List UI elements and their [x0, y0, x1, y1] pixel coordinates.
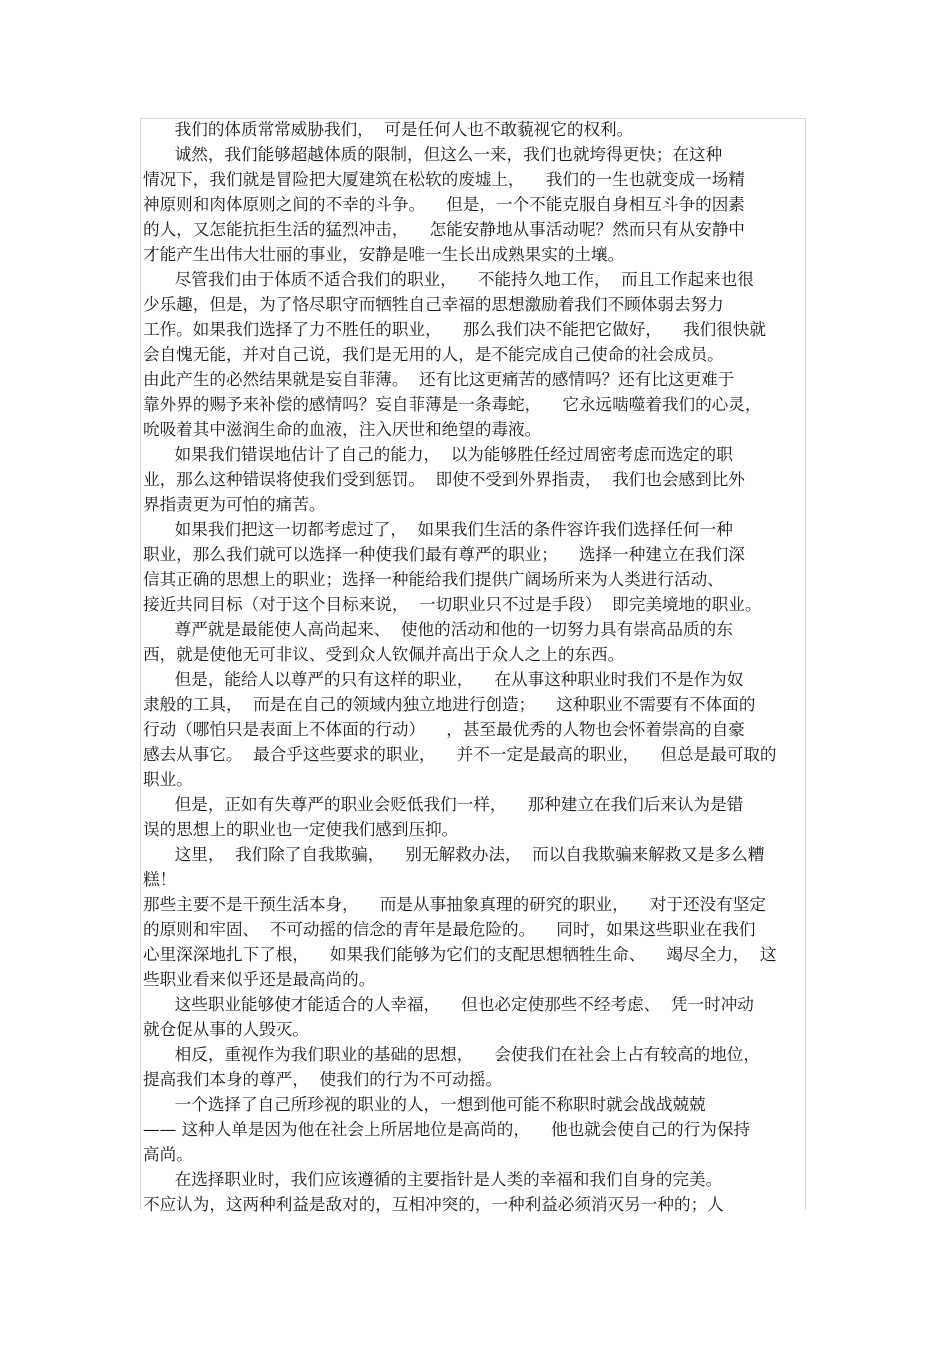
text-line: 的人，又怎能抗拒生活的猛烈冲击， 怎能安静地从事活动呢？然而只有从安静中: [143, 220, 745, 239]
text-line: 心里深深地扎下了根， 如果我们能够为它们的支配思想牺牲生命、 竭尽全力， 这: [143, 945, 777, 964]
text-line: 如果我们错误地估计了自己的能力， 以为能够胜任经过周密考虑而选定的职: [143, 445, 733, 464]
text-line: 信其正确的思想上的职业；选择一种能给我们提供广阔场所来为人类进行活动、: [143, 570, 724, 589]
text-line: 工作。如果我们选择了力不胜任的职业， 那么我们决不能把它做好， 我们很快就: [143, 320, 766, 339]
text-line: 这里， 我们除了自我欺骗， 别无解救办法， 而以自我欺骗来解救又是多么糟: [143, 845, 765, 864]
text-line: 尽管我们由于体质不适合我们的职业， 不能持久地工作， 而且工作起来也很: [143, 270, 754, 289]
text-line: 的原则和牢固、 不可动摇的信念的青年是最危险的。 同时，如果这些职业在我们: [143, 920, 756, 939]
text-line: 西，就是使他无可非议、受到众人钦佩并高出于众人之上的东西。: [143, 645, 625, 664]
text-line: 诚然，我们能够超越体质的限制，但这么一来，我们也就垮得更快；在这种: [143, 145, 723, 164]
text-line: 一个选择了自己所珍视的职业的人，一想到他可能不称职时就会战战兢兢: [143, 1095, 706, 1114]
text-line: 就仓促从事的人毁灭。: [143, 1020, 309, 1039]
text-line: 这些职业能够使才能适合的人幸福， 但也必定使那些不经考虑、 凭一时冲动: [143, 995, 754, 1014]
text-line: 职业，那么我们就可以选择一种使我们最有尊严的职业； 选择一种建立在我们深: [143, 545, 745, 564]
text-line: —— 这种人单是因为他在社会上所居地位是高尚的， 他也就会使自己的行为保持: [143, 1120, 751, 1139]
text-line: 相反，重视作为我们职业的基础的思想， 会使我们在社会上占有较高的地位，: [143, 1045, 760, 1064]
text-line: 那些主要不是干预生活本身， 而是从事抽象真理的研究的职业， 对于还没有坚定: [143, 895, 766, 914]
text-line: 吮吸着其中滋润生命的血液，注入厌世和绝望的毒液。: [143, 420, 542, 439]
text-line: 误的思想上的职业也一定使我们感到压抑。: [143, 820, 459, 839]
text-line: 但是，正如有失尊严的职业会贬低我们一样， 那种建立在我们后来认为是错: [143, 795, 744, 814]
text-line: 在选择职业时，我们应该遵循的主要指针是人类的幸福和我们自身的完美。: [143, 1170, 723, 1189]
text-line: 如果我们把这一切都考虑过了， 如果我们生活的条件容许我们选择任何一种: [143, 520, 733, 539]
text-line: 不应认为，这两种利益是敌对的，互相冲突的，一种利益必须消灭另一种的；人: [143, 1195, 724, 1214]
text-line: 靠外界的赐予来补偿的感情吗？妄自菲薄是一条毒蛇， 它永远啮噬着我们的心灵，: [143, 395, 762, 414]
text-line: 情况下，我们就是冒险把大厦建筑在松软的废墟上， 我们的一生也就变成一场精: [143, 170, 745, 189]
text-line: 但是，能给人以尊严的只有这样的职业， 在从事这种职业时我们不是作为奴: [143, 670, 744, 689]
text-line: 隶般的工具， 而是在自己的领域内独立地进行创造； 这种职业不需要有不体面的: [143, 695, 756, 714]
text-line: 行动（哪怕只是表面上不体面的行动） ，甚至最优秀的人物也会怀着崇高的自豪: [143, 720, 745, 739]
text-line: 神原则和肉体原则之间的不幸的斗争。 但是，一个不能克服自身相互斗争的因素: [143, 195, 745, 214]
text-line: 由此产生的必然结果就是妄自菲薄。 还有比这更痛苦的感情吗？还有比这更难于: [143, 370, 735, 389]
text-line: 感去从事它。 最合乎这些要求的职业， 并不一定是最高的职业， 但总是最可取的: [143, 745, 777, 764]
text-line: 些职业看来似乎还是最高尚的。: [143, 970, 376, 989]
text-line: 会自愧无能，并对自己说，我们是无用的人，是不能完成自己使命的社会成员。: [143, 345, 724, 364]
text-line: 尊严就是最能使人高尚起来、 使他的活动和他的一切努力具有崇高品质的东: [143, 620, 733, 639]
text-line: 职业。: [143, 770, 193, 789]
document-body: [143, 117, 807, 1217]
text-line: 界指责更为可怕的痛苦。: [143, 495, 326, 514]
text-line: 接近共同目标（对于这个目标来说， 一切职业只不过是手段） 即完美境地的职业。: [143, 595, 762, 614]
text-line: 我们的体质常常威胁我们， 可是任何人也不敢藐视它的权利。: [143, 120, 634, 139]
text-line: 提高我们本身的尊严， 使我们的行为不可动摇。: [143, 1070, 503, 1089]
text-line: 高尚。: [143, 1145, 193, 1164]
text-line: 业，那么这种错误将使我们受到惩罚。 即使不受到外界指责， 我们也会感到比外: [143, 470, 745, 489]
text-line: 糕！: [143, 870, 177, 889]
text-line: 少乐趣，但是，为了恪尽职守而牺牲自己幸福的思想激励着我们不顾体弱去努力: [143, 295, 724, 314]
text-line: 才能产生出伟大壮丽的事业，安静是唯一生长出成熟果实的土壤。: [143, 245, 625, 264]
